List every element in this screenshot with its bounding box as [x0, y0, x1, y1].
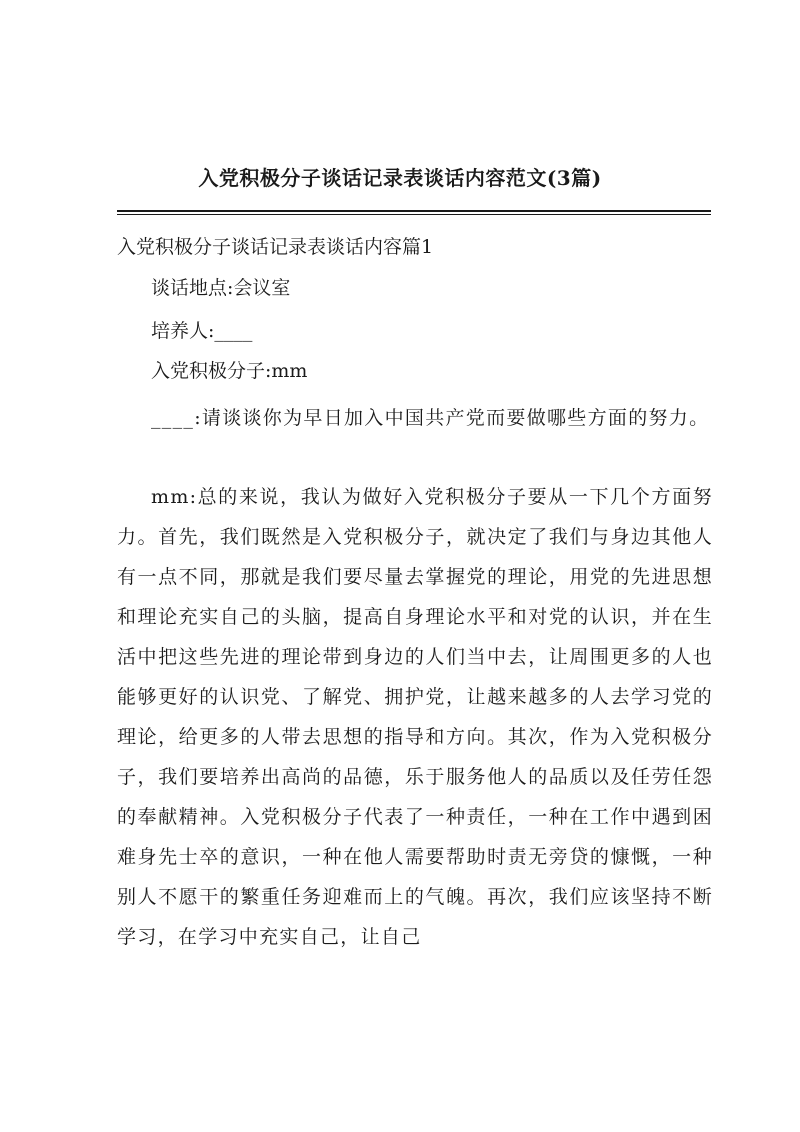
field-location: 谈话地点:会议室	[151, 277, 291, 299]
field-mentor: 培养人:____	[151, 320, 253, 342]
paragraph-question: ____:请谈谈你为早日加入中国共产党而要做哪些方面的努力。	[151, 407, 710, 429]
field-activist: 入党积极分子:mm	[151, 360, 308, 382]
title-divider-thin	[117, 214, 711, 215]
document-title: 入党积极分子谈话记录表谈话内容范文(3篇)	[198, 166, 602, 190]
paragraph-answer: mm:总的来说，我认为做好入党积极分子要从一下几个方面努力。首先，我们既然是入党积极分子，就决定了我们与身边其他人有一点不同，那就是我们要尽量去掌握党的理论，用党的先进思想和理论充实自己的头脑，提高自身理论水平和对党的认识，并在生活中把这些先进的理论带到身边的人们当中去，让周围更多的人也能够更好的认识党、了解党、拥护党，让越来越多的人去学习党的理论，给更多的人带去思想的指导和方向。其次，作为入党积极分子，我们要培养出高尚的品德，乐于服务他人的品质以及任劳任怨的奉献精神。入党积极分子代表了一种责任，一种在工作中遇到困难身先士卒的意识，一种在他人需要帮助时责无旁贷的慷慨，一种别人不愿干的繁重任务迎难而上的气魄。再次，我们应该坚持不断学习，在学习中充实自己，让自己	[117, 486, 713, 948]
title-divider-thick	[117, 210, 711, 212]
section-heading: 入党积极分子谈话记录表谈话内容篇1	[117, 236, 434, 258]
